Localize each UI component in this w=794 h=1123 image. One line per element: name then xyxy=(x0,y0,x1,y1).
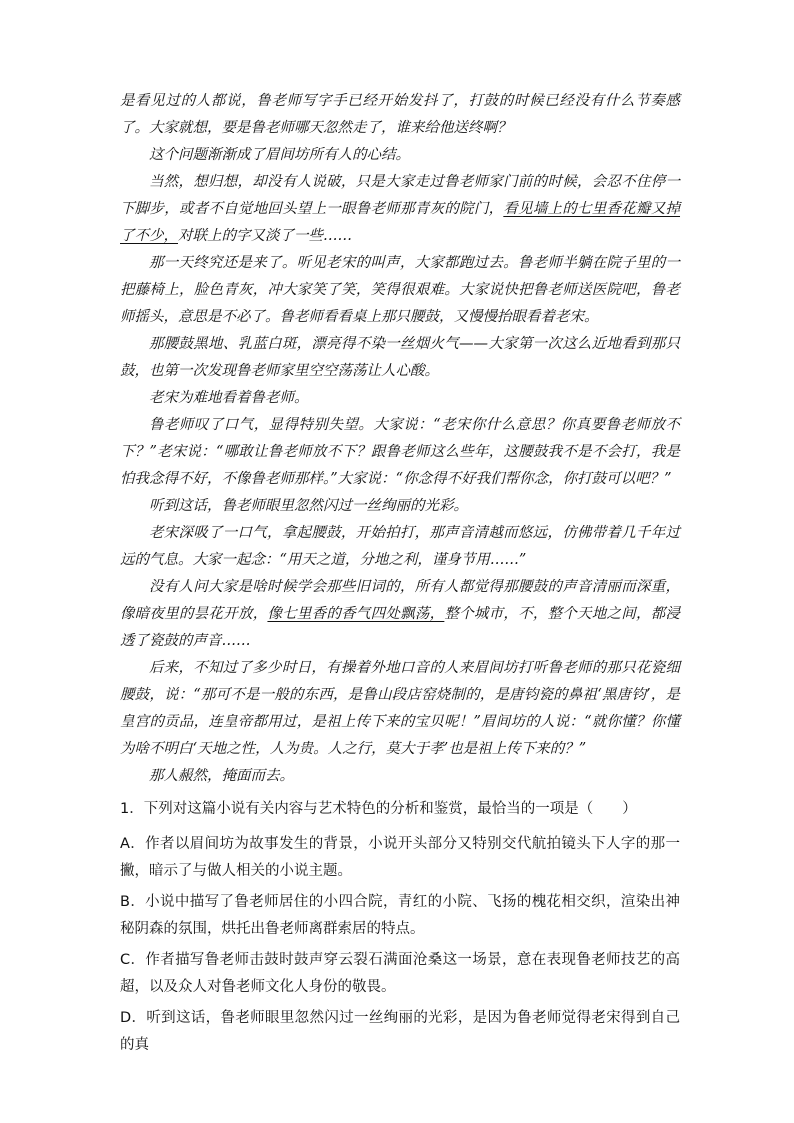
paragraph xyxy=(120,574,680,655)
paragraph: 这个问题渐渐成了眉间坊所有人的心结。 xyxy=(149,147,410,163)
paragraph: 后来，不知过了多少时日，有操着外地口音的人来眉间坊打听鲁老师的那只花瓷细腰鼓，说：“那可不是一般的东西，是鲁山段店窑烧制的，是唐钧瓷的鼻祖‘黑唐钧’，是皇宫的贡品，连皇帝都用过，是祖上传下来的宝贝呢！”眉间坊的人说：“就你懂？你懂为啥不明白‘天地之性，人为贵。人之行，莫大于孝’也是祖上传下来的？” xyxy=(120,660,680,757)
option-a: A．作者以眉间坊为故事发生的背景，小说开头部分又特别交代航拍镜头下人字的那一撇，暗示了与做人相关的小说主题。 xyxy=(120,836,680,879)
question-block xyxy=(120,796,680,1059)
paragraph: 是看见过的人都说，鲁老师写字手已经开始发抖了，打鼓的时候已经没有什么节奏感了。大家就想，要是鲁老师哪天忽然走了，谁来给他送终啊？ xyxy=(120,93,680,136)
paragraph: 听到这话，鲁老师眼里忽然闪过一丝绚丽的光彩。 xyxy=(149,498,468,514)
paragraph: 鲁老师叹了口气，显得特别失望。大家说：“老宋你什么意思？你真要鲁老师放不下？”老宋说：“哪敢让鲁老师放不下？跟鲁老师这么些年，这腰鼓我不是不会打，我是怕我念得不好，不像鲁老师那样。”大家说：“你念得不好我们帮你念，你打鼓可以吧？” xyxy=(120,417,680,487)
option-b: B．小说中描写了鲁老师居住的小四合院，青红的小院、飞扬的槐花相交织，渲染出神秘阴森的氛围，烘托出鲁老师离群索居的特点。 xyxy=(120,894,680,937)
paragraph: 那一天终究还是来了。听见老宋的叫声，大家都跑过去。鲁老师半躺在院子里的一把藤椅上，脸色青灰，冲大家笑了笑，笑得很艰难。大家说快把鲁老师送医院吧，鲁老师摇头，意思是不必了。鲁老师看看桌上那只腰鼓，又慢慢抬眼看着老宋。 xyxy=(120,255,680,325)
paragraph-text: 当然，想归想，却没有人说破，只是大家走过鲁老师家门前的时候，会忍不住停一下脚步，或者不自觉地回头望上一眼鲁老师那青灰的院门， xyxy=(120,174,680,217)
paragraph-text: 整个城市，不，整个天地之间，都浸透了瓷鼓的声音…… xyxy=(120,606,681,649)
paragraph: 老宋深吸了一口气，拿起腰鼓，开始拍打，那声音清越而悠远，仿佛带着几千年过远的气息。大家一起念：“用天之道，分地之利，谨身节用……” xyxy=(120,525,680,568)
underlined-sentence: 看见墙上的七里香花瓣又掉了不少， xyxy=(120,201,681,244)
option-c: C．作者描写鲁老师击鼓时鼓声穿云裂石满面沧桑这一场景，意在表现鲁老师技艺的高超，以及众人对鲁老师文化人身份的敬畏。 xyxy=(120,952,680,995)
paragraph: 那腰鼓黑地、乳蓝白斑，漂亮得不染一丝烟火气——大家第一次这么近地看到那只鼓，也第一次发现鲁老师家里空空荡荡让人心酸。 xyxy=(120,336,680,379)
paragraph: 那人赧然，掩面而去。 xyxy=(149,768,294,784)
paragraph: 老宋为难地看着鲁老师。 xyxy=(149,390,309,406)
underlined-sentence: 像七里香的香气四处飘荡， xyxy=(267,606,445,622)
question-stem: 1．下列对这篇小说有关内容与艺术特色的分析和鉴赏，最恰当的一项是（ ） xyxy=(120,801,637,817)
paragraph-text: 没有人问大家是啥时候学会那些旧词的，所有人都觉得那腰鼓的声音清丽而深重，像暗夜里的昙花开放， xyxy=(120,579,680,622)
option-d: D．听到这话，鲁老师眼里忽然闪过一丝绚丽的光彩，是因为鲁老师觉得老宋得到自己的真 xyxy=(120,1010,680,1053)
story-text xyxy=(120,88,680,790)
document-page xyxy=(120,88,680,1063)
paragraph xyxy=(120,169,680,250)
paragraph-text: 对联上的字又淡了一些…… xyxy=(178,228,352,244)
